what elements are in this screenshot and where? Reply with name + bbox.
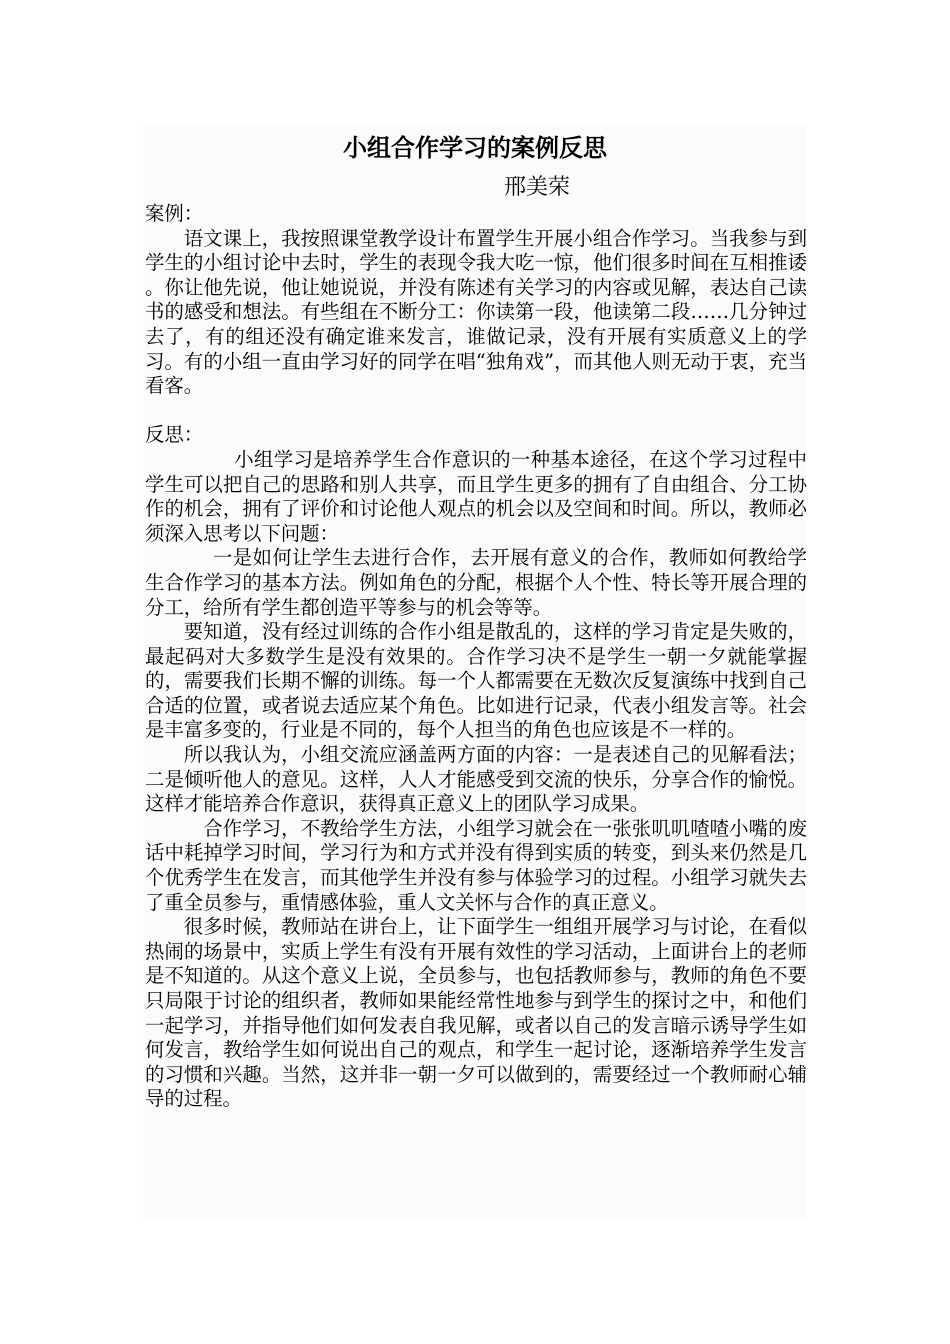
- reflection-paragraph: 要知道，没有经过训练的合作小组是散乱的，这样的学习肯定是失败的，最起码对大多数学生是没有效果的。合作学习决不是学生一朝一夕就能掌握的，需要我们长期不懈的训练。每一个人都需要在无数次反复演练中找到自己合适的位置，或者说去适应某个角色。比如进行记录，代表小组发言等。社会是丰富多变的，行业是不同的，每个人担当的角色也应该是不一样的。: [145, 620, 807, 742]
- reflection-paragraph: 很多时候，教师站在讲台上，让下面学生一组组开展学习与讨论，在看似热闹的场景中，实质上学生有没有开展有效性的学习活动，上面讲台上的老师是不知道的。从这个意义上说，全员参与，也包括教师参与，教师的角色不要只局限于讨论的组织者，教师如果能经常性地参与到学生的探讨之中，和他们一起学习，并指导他们如何发表自我见解，或者以自己的发言暗示诱导学生如何发言，教给学生如何说出自己的观点，和学生一起讨论，逐渐培养学生发言的习惯和兴趣。当然，这并非一朝一夕可以做到的，需要经过一个教师耐心辅导的过程。: [145, 915, 807, 1111]
- case-label: 案例：: [145, 202, 204, 225]
- document-body: [145, 202, 807, 1112]
- case-paragraph: 语文课上，我按照课堂教学设计布置学生开展小组合作学习。当我参与到学生的小组讨论中去时，学生的表现令我大吃一惊，他们很多时间在互相推诿 。你让他先说，他让她说说，并没有陈述有关学习的内容或见解，表达自己读书的感受和想法。有些组在不断分工：你读第一段，他读第二段……几分钟过去了，有的组还没有确定谁来发言，谁做记录，没有开展有实质意义上的学习。有的小组一直由学习好的同学在唱“独角戏”，而其他人则无动于衷，充当看客。: [145, 226, 807, 398]
- reflection-paragraph: 所以我认为，小组交流应涵盖两方面的内容：一是表述自己的见解看法；二是倾听他人的意见。这样，人人才能感受到交流的快乐，分享合作的愉悦。这样才能培养合作意识，获得真正意义上的团队学习成果。: [145, 743, 807, 816]
- author-name: 邢美荣: [504, 175, 571, 200]
- reflection-paragraph: 小组学习是培养学生合作意识的一种基本途径，在这个学习过程中学生可以把自己的思路和别人共享，而且学生更多的拥有了自由组合、分工协作的机会，拥有了评价和讨论他人观点的机会以及空间和时间。所以，教师必须深入思考以下问题：: [145, 447, 807, 545]
- reflection-paragraph: 一是如何让学生去进行合作，去开展有意义的合作，教师如何教给学生合作学习的基本方法。例如角色的分配，根据个人个性、特长等开展合理的分工，给所有学生都创造平等参与的机会等等。: [145, 546, 807, 619]
- document-title: 小组合作学习的案例反思: [343, 134, 607, 162]
- reflection-paragraph: 合作学习，不教给学生方法，小组学习就会在一张张叽叽喳喳小嘴的废话中耗掉学习时间，学习行为和方式并没有得到实质的转变，到头来仍然是几个优秀学生在发言，而其他学生并没有参与体验学习的过程。小组学习就失去了重全员参与，重情感体验，重人文关怀与合作的真正意义。: [145, 816, 807, 914]
- reflection-label: 反思：: [145, 423, 204, 447]
- paragraph-gap: [145, 399, 807, 424]
